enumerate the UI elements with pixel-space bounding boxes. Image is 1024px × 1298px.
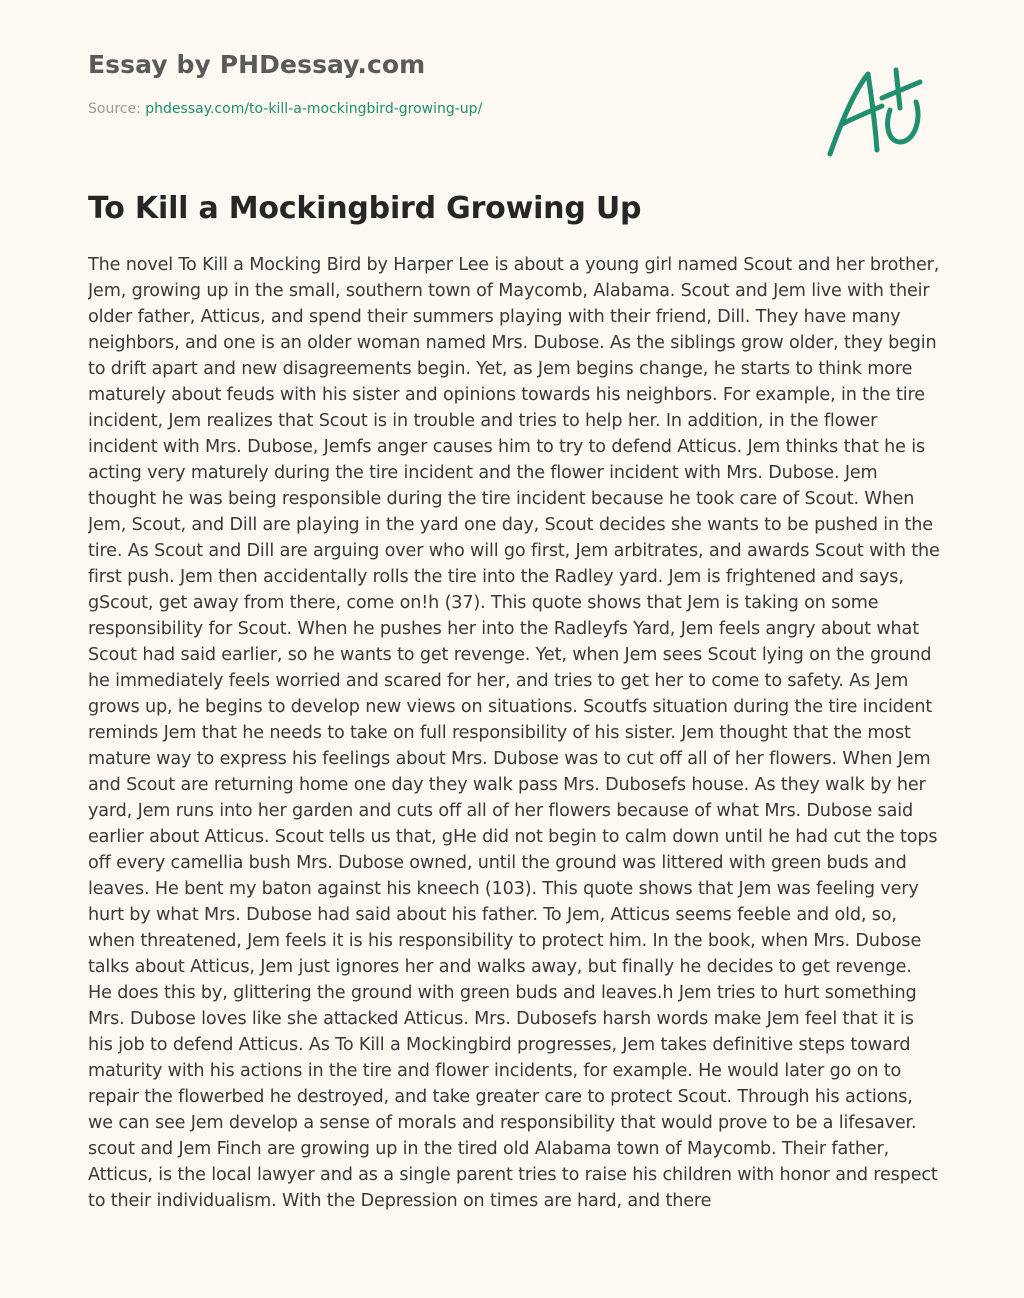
page-title: To Kill a Mockingbird Growing Up xyxy=(88,191,642,226)
a-plus-logo-icon xyxy=(820,62,930,162)
source-label: Source: xyxy=(88,101,146,117)
source-link[interactable]: phdessay.com/to-kill-a-mockingbird-growing-up/ xyxy=(145,101,483,117)
essay-body: The novel To Kill a Mocking Bird by Harper Lee is about a young girl named Scout and her brother, Jem, growing up in the small, southern town of Maycomb, Alabama. Scout and Jem live with their older father, Atticus, and spend their summers playing with their friend, Dill. They have many neighbors, and one is an older woman named Mrs. Dubose. As the siblings grow older, they begin to drift apart and new disagreements begin. Yet, as Jem begins change, he starts to think more maturely about feuds with his sister and opinions towards his neighbors. For example, in the tire incident, Jem realizes that Scout is in trouble and tries to help her. In addition, in the flower incident with Mrs. Dubose, Jemfs anger causes him to try to defend Atticus. Jem thinks that he is acting very maturely during the tire incident and the flower incident with Mrs. Dubose. Jem thought he was being responsible during the tire incident because he took care of Scout. When Jem, Scout, and Dill are playing in the yard one day, Scout decides she wants to be pushed in the tire. As Scout and Dill are arguing over who will go first, Jem arbitrates, and awards Scout with the first push. Jem then accidentally rolls the tire into the Radley yard. Jem is frightened and says, gScout, get away from there, come on!h (37). This quote shows that Jem is taking on some responsibility for Scout. When he pushes her into the Radleyfs Yard, Jem feels angry about what Scout had said earlier, so he wants to get revenge. Yet, when Jem sees Scout lying on the ground he immediately feels worried and scared for her, and tries to get her to come to safety. As Jem grows up, he begins to develop new views on situations. Scoutfs situation during the tire incident reminds Jem that he needs to take on full responsibility of his sister. Jem thought that the most mature way to express his feelings about Mrs. Dubose was to cut off all of her flowers. When Jem and Scout are returning home one day they walk pass Mrs. Dubosefs house. As they walk by her yard, Jem runs into her garden and cuts off all of her flowers because of what Mrs. Dubose said earlier about Atticus. Scout tells us that, gHe did not begin to calm down until he had cut the tops off every camellia bush Mrs. Dubose owned, until the ground was littered with green buds and leaves. He bent my baton against his kneech (103). This quote shows that Jem was feeling very hurt by what Mrs. Dubose had said about his father. To Jem, Atticus seems feeble and old, so, when threatened, Jem feels it is his responsibility to protect him. In the book, when Mrs. Dubose talks about Atticus, Jem just ignores her and walks away, but finally he decides to get revenge. He does this by, glittering the ground with green buds and leaves.h Jem tries to hurt something Mrs. Dubose loves like she attacked Atticus. Mrs. Dubosefs harsh words make Jem feel that it is his job to defend Atticus. As To Kill a Mockingbird progresses, Jem takes definitive steps toward maturity with his actions in the tire and flower incidents, for example. He would later go on to repair the flowerbed he destroyed, and take greater care to protect Scout. Through his actions, we can see Jem develop a sense of morals and responsibility that would prove to be a lifesaver. scout and Jem Finch are growing up in the tired old Alabama town of Maycomb. Their father, Atticus, is the local lawyer and as a single parent tries to raise his children with honor and respect to their individualism. With the Depression on times are hard, and there xyxy=(88,255,940,1211)
source-line xyxy=(88,101,482,117)
site-brand: Essay by PHDessay.com xyxy=(88,50,426,79)
